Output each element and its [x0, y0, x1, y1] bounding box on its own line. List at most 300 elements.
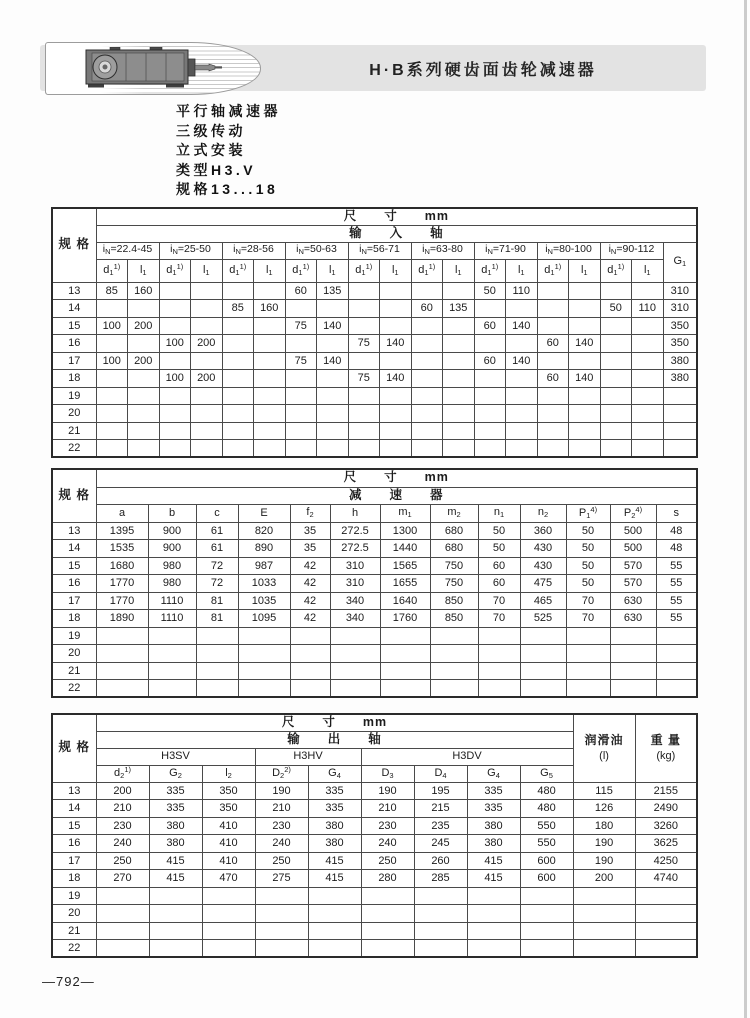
table-cell	[96, 680, 148, 698]
table-cell	[238, 627, 290, 645]
table-cell	[520, 680, 566, 698]
table-row	[52, 610, 697, 628]
table-cell	[255, 940, 308, 958]
table-cell	[348, 387, 380, 405]
table-cell	[254, 387, 286, 405]
table-cell: 415	[467, 870, 520, 888]
table-cell: 42	[290, 575, 330, 593]
table-cell	[474, 422, 506, 440]
table-cell	[308, 940, 361, 958]
table-cell: 140	[506, 317, 538, 335]
table-cell: 850	[430, 610, 478, 628]
table-cell: 360	[520, 522, 566, 540]
table-cell: 630	[610, 592, 656, 610]
table-cell	[569, 300, 601, 318]
table-row	[52, 487, 697, 504]
dim-letter-header: E	[238, 504, 290, 522]
table-cell: 350	[202, 800, 255, 818]
table-cell	[632, 317, 664, 335]
table-cell	[569, 282, 601, 300]
section-title-output-shaft: 输 出 轴	[96, 731, 573, 748]
table-cell	[569, 405, 601, 423]
table-cell: 135	[443, 300, 475, 318]
table-cell: 135	[317, 282, 349, 300]
table-row	[52, 405, 697, 423]
table-cell	[128, 405, 160, 423]
table-cell	[380, 680, 430, 698]
table-cell: 50	[478, 540, 520, 558]
dim-letter-header: c	[196, 504, 238, 522]
dim-letter-header: $d_1^{1)}$	[411, 259, 443, 282]
table-row	[52, 922, 697, 940]
table-cell: 215	[414, 800, 467, 818]
table-row	[52, 242, 697, 259]
dim-letter-header: $d_2^{1)}$	[96, 765, 149, 782]
table-cell	[285, 370, 317, 388]
table-cell	[254, 405, 286, 423]
table-cell: 600	[520, 870, 573, 888]
table-cell: 60	[285, 282, 317, 300]
table-cell: 70	[478, 592, 520, 610]
table-cell: 60	[537, 335, 569, 353]
table-cell	[191, 282, 223, 300]
g1-header: $G_1$	[663, 242, 697, 282]
dim-letter-header: b	[148, 504, 196, 522]
intro-line: 平行轴减速器	[176, 103, 281, 119]
table-cell	[330, 645, 380, 663]
table-cell	[348, 352, 380, 370]
table-cell: 1110	[148, 610, 196, 628]
table-row	[52, 504, 697, 522]
table-cell: 140	[569, 335, 601, 353]
table-cell: 70	[566, 610, 610, 628]
table-cell: 350	[663, 335, 697, 353]
table-cell	[569, 440, 601, 458]
spec-cell: 20	[52, 905, 96, 923]
table-cell: 820	[238, 522, 290, 540]
table-cell	[430, 662, 478, 680]
table-cell: 475	[520, 575, 566, 593]
table-cell: 85	[96, 282, 128, 300]
table-row	[52, 422, 697, 440]
table-cell: 210	[255, 800, 308, 818]
table-cell	[96, 645, 148, 663]
spec-cell: 19	[52, 387, 96, 405]
spec-cell: 14	[52, 540, 96, 558]
table-row	[52, 387, 697, 405]
ratio-range-header: $i_N=22.4-45$	[96, 242, 159, 259]
table-cell	[222, 335, 254, 353]
table-cell	[96, 905, 149, 923]
table-cell	[361, 887, 414, 905]
table-row	[52, 259, 697, 282]
table-cell: 380	[467, 817, 520, 835]
dim-letter-header: $l_2$	[202, 765, 255, 782]
table-cell	[632, 370, 664, 388]
table-cell	[96, 405, 128, 423]
table-cell: 310	[330, 575, 380, 593]
table-cell	[285, 440, 317, 458]
table-cell	[128, 300, 160, 318]
dim-letter-header: a	[96, 504, 148, 522]
size-title: 尺 寸 mm	[96, 208, 697, 225]
table-cell	[238, 662, 290, 680]
table-cell	[632, 422, 664, 440]
table-cell	[537, 387, 569, 405]
table-row	[52, 208, 697, 225]
dim-letter-header: $D_2^{2)}$	[255, 765, 308, 782]
table-cell: 340	[330, 610, 380, 628]
table-cell: 1395	[96, 522, 148, 540]
table-cell	[290, 662, 330, 680]
page-edge-line	[744, 0, 747, 1018]
table-cell	[191, 422, 223, 440]
table-cell: 230	[361, 817, 414, 835]
table-cell	[191, 440, 223, 458]
table-cell: 1033	[238, 575, 290, 593]
ratio-range-header: $i_N=28-56$	[222, 242, 285, 259]
table-cell: 415	[308, 852, 361, 870]
table-cell	[254, 317, 286, 335]
table-cell: 195	[414, 782, 467, 800]
table-cell	[254, 370, 286, 388]
table-cell: 350	[663, 317, 697, 335]
table-cell	[411, 440, 443, 458]
size-title: 尺 寸 mm	[96, 714, 573, 731]
spec-cell: 21	[52, 922, 96, 940]
table-cell	[411, 387, 443, 405]
dim-letter-header: $G_5$	[520, 765, 573, 782]
table-cell	[537, 440, 569, 458]
table-cell: 55	[656, 592, 697, 610]
dim-letter-header: $d_1^{1)}$	[537, 259, 569, 282]
table-cell	[348, 300, 380, 318]
dim-letter-header: $l_1$	[317, 259, 349, 282]
table-cell	[537, 317, 569, 335]
table-cell	[443, 352, 475, 370]
table-cell: 335	[308, 800, 361, 818]
table-cell	[430, 627, 478, 645]
spec-cell: 22	[52, 680, 96, 698]
table-row	[52, 817, 697, 835]
table-cell	[443, 370, 475, 388]
dim-letter-header: $f_2$	[290, 504, 330, 522]
table-cell: 50	[566, 575, 610, 593]
table-cell: 570	[610, 557, 656, 575]
table-cell	[430, 645, 478, 663]
table-cell: 310	[663, 300, 697, 318]
table-cell	[317, 422, 349, 440]
table-row	[52, 282, 697, 300]
table-cell	[474, 370, 506, 388]
table-cell: 70	[566, 592, 610, 610]
table-cell	[361, 940, 414, 958]
table-cell: 50	[600, 300, 632, 318]
table-cell: 110	[632, 300, 664, 318]
size-title: 尺 寸 mm	[96, 469, 697, 487]
table-cell: 1095	[238, 610, 290, 628]
table-cell	[656, 627, 697, 645]
table-cell	[159, 352, 191, 370]
table-cell	[610, 645, 656, 663]
table-cell: 210	[361, 800, 414, 818]
spec-cell: 21	[52, 662, 96, 680]
table-cell: 850	[430, 592, 478, 610]
table-cell	[191, 405, 223, 423]
table-cell	[96, 627, 148, 645]
table-cell	[149, 922, 202, 940]
table-cell	[128, 387, 160, 405]
table-cell: 335	[467, 782, 520, 800]
table-row	[52, 714, 697, 731]
dim-letter-header: $D_4$	[414, 765, 467, 782]
table-cell	[96, 440, 128, 458]
table-cell	[520, 905, 573, 923]
table-cell: 240	[361, 835, 414, 853]
table-cell	[222, 422, 254, 440]
table-cell	[566, 680, 610, 698]
spec-cell: 18	[52, 870, 96, 888]
table-cell: 75	[348, 335, 380, 353]
spec-cell: 21	[52, 422, 96, 440]
table-cell: 200	[191, 370, 223, 388]
lubricant-cell	[573, 940, 635, 958]
lubricant-cell: 200	[573, 870, 635, 888]
dim-letter-header: $l_1$	[254, 259, 286, 282]
table-cell: 60	[411, 300, 443, 318]
table-cell: 1300	[380, 522, 430, 540]
table-cell: 100	[96, 352, 128, 370]
dim-letter-header: $d_1^{1)}$	[96, 259, 128, 282]
table-cell	[520, 887, 573, 905]
table-cell	[537, 300, 569, 318]
table-cell	[96, 370, 128, 388]
table-cell	[317, 370, 349, 388]
table-cell	[222, 282, 254, 300]
table-cell: 230	[96, 817, 149, 835]
dim-letter-header: $d_1^{1)}$	[222, 259, 254, 282]
lubricant-cell	[573, 887, 635, 905]
table-cell	[290, 645, 330, 663]
table-cell: 987	[238, 557, 290, 575]
table-cell: 60	[474, 352, 506, 370]
table-cell	[411, 317, 443, 335]
table-cell	[478, 627, 520, 645]
table-cell	[443, 440, 475, 458]
type-group-header: H3SV	[96, 748, 255, 765]
table-cell	[196, 627, 238, 645]
spec-cell: 18	[52, 610, 96, 628]
table-cell	[520, 662, 566, 680]
ratio-range-header: $i_N=25-50$	[159, 242, 222, 259]
table-cell: 272.5	[330, 522, 380, 540]
table-cell: 1770	[96, 575, 148, 593]
table-cell	[202, 905, 255, 923]
table-cell: 1655	[380, 575, 430, 593]
table-cell	[159, 282, 191, 300]
column-title: 润滑油	[584, 733, 624, 748]
table-cell: 100	[159, 335, 191, 353]
table-cell	[96, 387, 128, 405]
table-cell	[308, 887, 361, 905]
table-cell	[317, 335, 349, 353]
intro-line: 类型H3.V	[176, 161, 257, 178]
table-cell: 525	[520, 610, 566, 628]
table-cell	[632, 405, 664, 423]
table-cell	[148, 662, 196, 680]
table-cell	[159, 317, 191, 335]
column-unit: (l)	[599, 750, 609, 763]
dim-letter-header: $l_1$	[569, 259, 601, 282]
table-cell	[380, 662, 430, 680]
table-cell	[411, 335, 443, 353]
table-cell	[656, 680, 697, 698]
spec-cell: 22	[52, 940, 96, 958]
table-cell	[96, 422, 128, 440]
table-cell: 550	[520, 835, 573, 853]
table-cell	[443, 422, 475, 440]
table-cell: 50	[474, 282, 506, 300]
dim-letter-header: $d_1^{1)}$	[600, 259, 632, 282]
table-cell	[361, 905, 414, 923]
table-cell	[222, 440, 254, 458]
table-cell	[566, 645, 610, 663]
table-cell	[255, 887, 308, 905]
table-cell: 50	[478, 522, 520, 540]
table-cell: 42	[290, 592, 330, 610]
table-cell	[380, 627, 430, 645]
table-cell: 200	[191, 335, 223, 353]
table-cell: 110	[506, 282, 538, 300]
weight-cell: 2155	[635, 782, 697, 800]
table-cell	[148, 627, 196, 645]
table-cell	[317, 405, 349, 423]
table-cell	[478, 680, 520, 698]
table-cell	[443, 405, 475, 423]
table-cell: 380	[308, 817, 361, 835]
table-cell: 60	[474, 317, 506, 335]
table-row	[52, 662, 697, 680]
table-cell: 55	[656, 575, 697, 593]
spec-cell: 17	[52, 352, 96, 370]
table-row	[52, 225, 697, 242]
dim-letter-header: $m_1$	[380, 504, 430, 522]
table-cell	[285, 405, 317, 423]
table-cell	[506, 300, 538, 318]
table-cell: 380	[467, 835, 520, 853]
table-cell: 42	[290, 557, 330, 575]
table-cell	[600, 422, 632, 440]
table-cell	[569, 352, 601, 370]
intro-line: 三级传动	[176, 122, 246, 139]
table-cell	[474, 405, 506, 423]
table-cell	[632, 352, 664, 370]
table-cell: 890	[238, 540, 290, 558]
spec-cell: 17	[52, 852, 96, 870]
input-shaft-table	[51, 207, 698, 458]
table-cell	[380, 317, 412, 335]
spec-cell: 19	[52, 627, 96, 645]
table-cell: 240	[255, 835, 308, 853]
table-cell	[128, 440, 160, 458]
table-cell	[222, 405, 254, 423]
table-cell: 750	[430, 557, 478, 575]
table-cell: 100	[159, 370, 191, 388]
type-group-header: H3DV	[361, 748, 573, 765]
table-cell: 980	[148, 557, 196, 575]
dim-letter-header: $l_1$	[443, 259, 475, 282]
table-cell	[467, 940, 520, 958]
table-cell: 335	[149, 800, 202, 818]
table-cell	[474, 335, 506, 353]
table-cell	[537, 422, 569, 440]
table-cell	[663, 387, 697, 405]
table-cell	[600, 335, 632, 353]
table-cell	[285, 300, 317, 318]
table-cell: 250	[361, 852, 414, 870]
type-group-header: H3HV	[255, 748, 361, 765]
table-cell	[520, 645, 566, 663]
table-cell: 140	[317, 317, 349, 335]
table-cell: 465	[520, 592, 566, 610]
table-cell	[149, 940, 202, 958]
table-cell	[411, 370, 443, 388]
table-cell	[202, 922, 255, 940]
table-cell	[191, 300, 223, 318]
table-cell	[196, 680, 238, 698]
table-cell: 260	[414, 852, 467, 870]
intro-line: 立式安装	[176, 142, 246, 158]
table-cell	[520, 627, 566, 645]
page-number: —792—	[42, 974, 95, 989]
table-cell: 1535	[96, 540, 148, 558]
section-title-input-shaft: 输 入 轴	[96, 225, 697, 242]
table-cell	[467, 887, 520, 905]
table-cell	[443, 335, 475, 353]
ratio-range-header: $i_N=80-100$	[537, 242, 600, 259]
table-cell	[380, 387, 412, 405]
table-cell: 72	[196, 557, 238, 575]
table-cell	[380, 300, 412, 318]
table-row	[52, 440, 697, 458]
lubricant-cell: 126	[573, 800, 635, 818]
table-cell: 50	[566, 540, 610, 558]
table-cell: 900	[148, 540, 196, 558]
table-cell: 600	[520, 852, 573, 870]
table-cell: 340	[330, 592, 380, 610]
table-cell: 980	[148, 575, 196, 593]
table-cell: 100	[96, 317, 128, 335]
table-cell	[191, 352, 223, 370]
ratio-range-header: $i_N=90-112$	[600, 242, 663, 259]
dim-letter-header: $d_1^{1)}$	[159, 259, 191, 282]
table-cell	[610, 627, 656, 645]
table-cell: 500	[610, 522, 656, 540]
spec-cell: 16	[52, 835, 96, 853]
table-cell: 140	[380, 335, 412, 353]
table-cell: 50	[566, 522, 610, 540]
table-cell	[411, 405, 443, 423]
table-row	[52, 352, 697, 370]
table-cell: 335	[308, 782, 361, 800]
dim-letter-header: $d_1^{1)}$	[285, 259, 317, 282]
table-cell: 310	[330, 557, 380, 575]
spec-cell: 13	[52, 522, 96, 540]
table-cell: 1760	[380, 610, 430, 628]
table-cell: 48	[656, 522, 697, 540]
table-cell: 280	[361, 870, 414, 888]
table-cell: 70	[478, 610, 520, 628]
